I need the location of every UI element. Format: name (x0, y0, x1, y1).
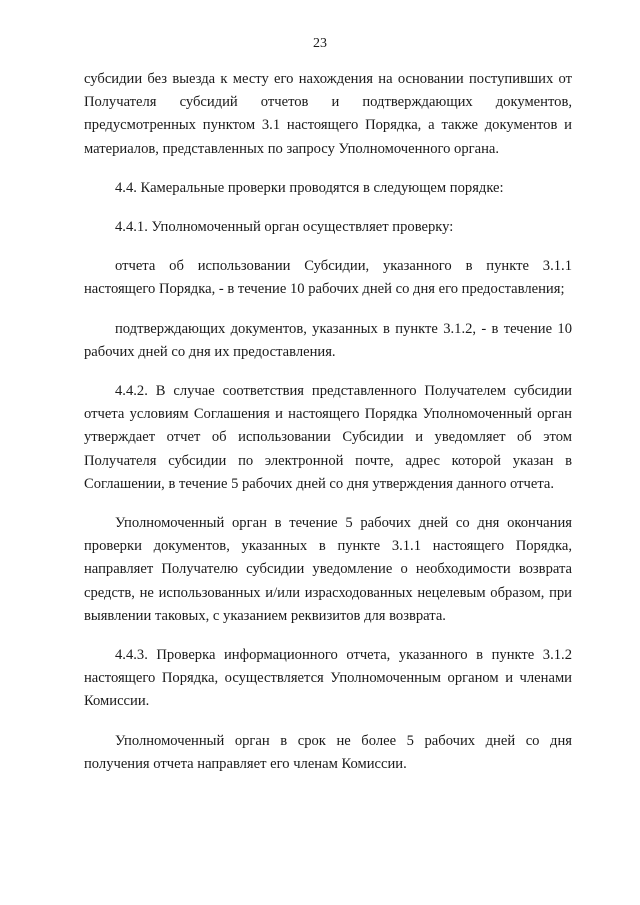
paragraph-commission: Уполномоченный орган в срок не более 5 рабочих дней со дня получения отчета направляет его членам Комиссии. (84, 732, 572, 772)
document-body (84, 68, 572, 792)
page-number: 23 (313, 36, 327, 51)
paragraph-4-4-1: 4.4.1. Уполномоченный орган осуществляет проверку: (115, 219, 454, 236)
paragraph-documents-check: подтверждающих документов, указанных в пункте 3.1.2, - в течение 10 рабочих дней со дня их предоставления. (84, 320, 572, 360)
paragraph-4-4-2: 4.4.2. В случае соответствия представленного Получателем субсидии отчета условиям Соглашения и настоящего Порядка Уполномоченный орган утверждает отчет об использовании Субсидии и уведомляет об этом Получателя субсидии по электронной почте, адрес которой указан в Соглашении, в течение 5 рабочих дней со дня утверждения данного отчета. (84, 383, 572, 492)
paragraph-4-4: 4.4. Камеральные проверки проводятся в следующем порядке: (115, 179, 504, 196)
paragraph-4-4-3: 4.4.3. Проверка информационного отчета, указанного в пункте 3.1.2 настоящего Порядка, осуществляется Уполномоченным органом и членами Комиссии. (84, 647, 572, 710)
paragraph-return-notice: Уполномоченный орган в течение 5 рабочих дней со дня окончания проверки документов, указанных в пункте 3.1.1 настоящего Порядка, направляет Получателю субсидии уведомление о необходимости возврата средств, не использованных и/или израсходованных нецелевым образом, при выявлении таковых, с указанием реквизитов для возврата. (84, 515, 572, 624)
paragraph-report-check: отчета об использовании Субсидии, указанного в пункте 3.1.1 настоящего Порядка, - в течение 10 рабочих дней со дня его предоставления; (84, 258, 572, 298)
paragraph-continuation: субсидии без выезда к месту его нахождения на основании поступивших от Получателя субсидий отчетов и подтверждающих документов, предусмотренных пунктом 3.1 настоящего Порядка, а также документов и материалов, представленных по запросу Уполномоченного органа. (84, 71, 572, 157)
